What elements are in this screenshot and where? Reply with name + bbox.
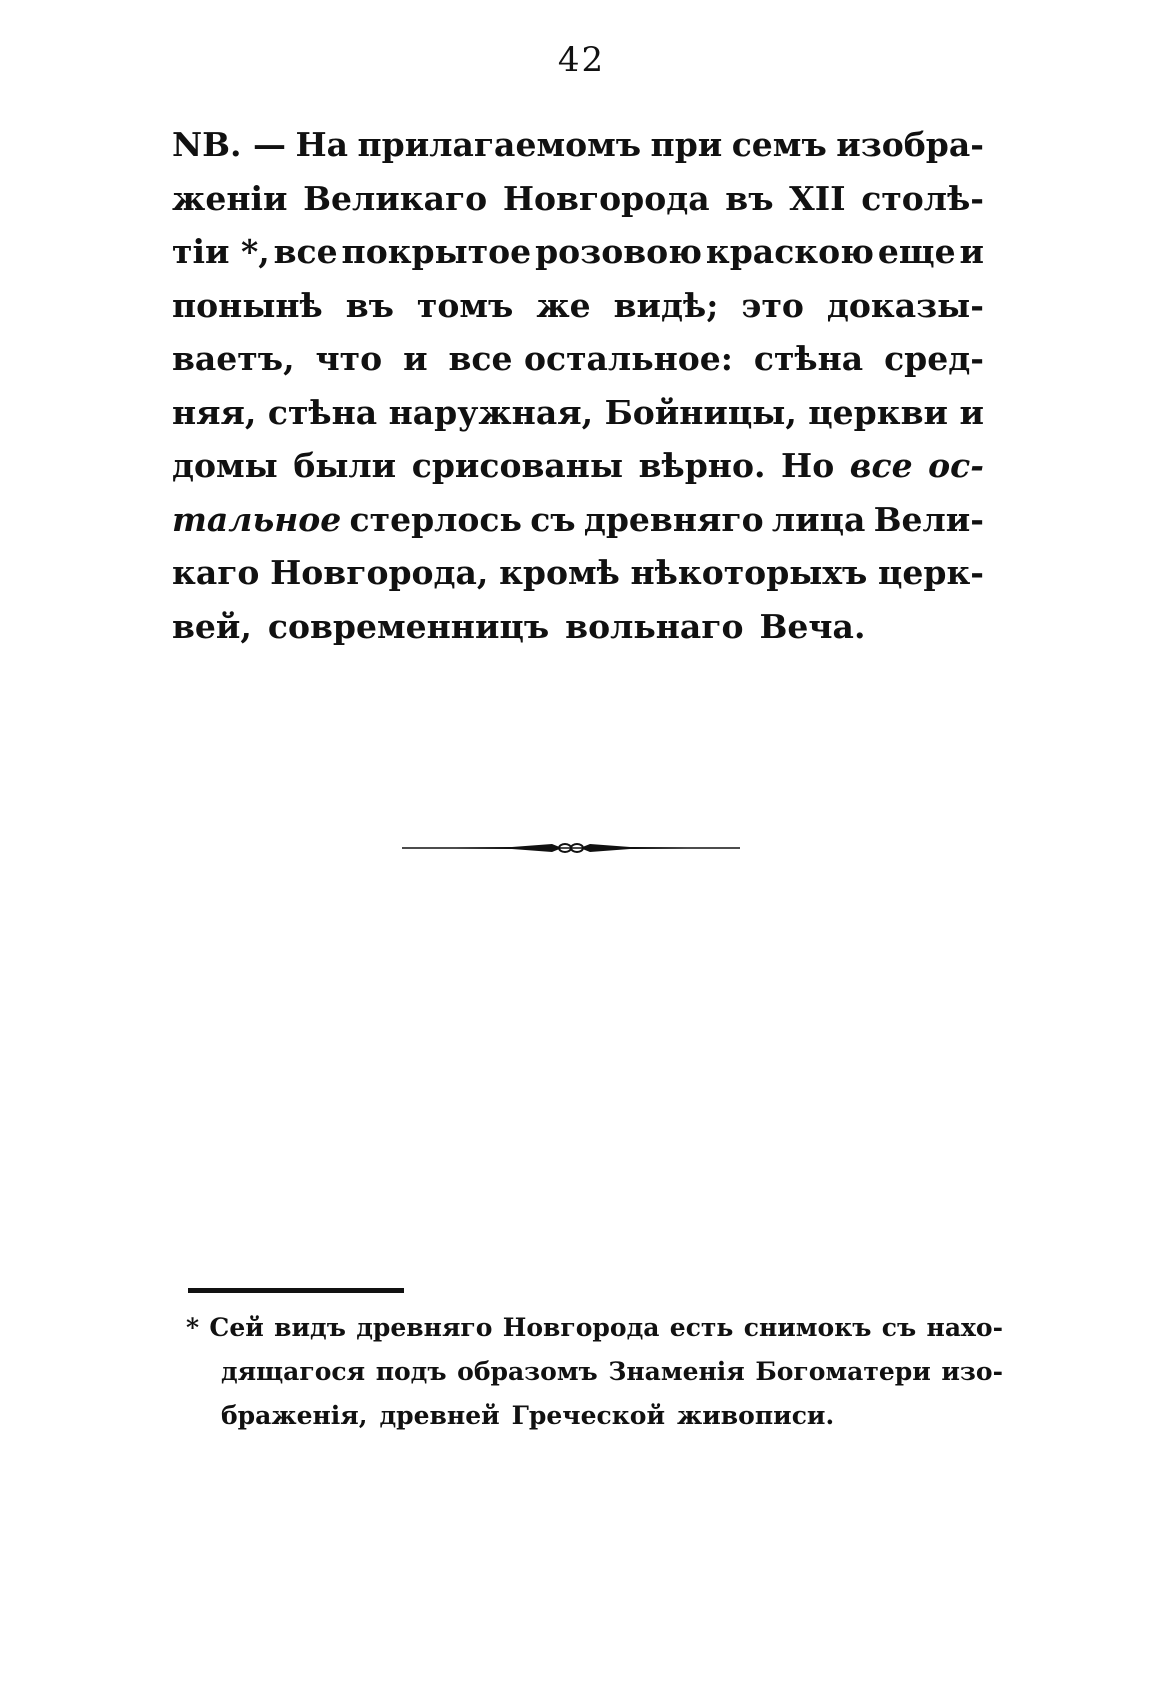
- word: изобра-: [836, 125, 984, 164]
- word: понынѣ: [172, 285, 323, 325]
- word: женіи: [172, 178, 288, 218]
- word: томъ: [416, 285, 514, 325]
- word: семъ: [731, 125, 827, 164]
- word: древняго: [583, 499, 764, 539]
- footnote-line: [186, 1350, 1003, 1394]
- word: доказы-: [826, 285, 984, 325]
- word: видъ: [274, 1313, 346, 1342]
- word: Вели-: [873, 499, 984, 539]
- word: лица: [771, 499, 866, 539]
- word: современницъ: [267, 606, 550, 646]
- word: что: [315, 339, 383, 378]
- word: браженія,: [221, 1401, 368, 1430]
- word: и: [959, 392, 984, 432]
- word: На: [295, 125, 349, 164]
- text-line: [172, 493, 984, 547]
- word: Новгорода,: [270, 553, 489, 592]
- word: древняго: [356, 1313, 493, 1342]
- italic-word: тальное: [172, 499, 342, 539]
- word: были: [293, 446, 397, 485]
- word: нѣкоторыхъ: [630, 553, 868, 592]
- word: церкви: [808, 392, 948, 432]
- word: живописи.: [677, 1401, 835, 1430]
- word: тіи *,: [172, 232, 270, 271]
- italic-word: ос-: [928, 446, 984, 485]
- word: Великаго: [303, 178, 488, 218]
- word: Богоматери: [755, 1357, 931, 1386]
- word: прилагаемомъ: [357, 125, 642, 164]
- word: еще: [877, 232, 956, 271]
- text-line: [172, 439, 984, 493]
- word: и: [403, 339, 428, 378]
- word: няя,: [172, 392, 257, 432]
- word: въ: [345, 285, 394, 325]
- footnote: [186, 1306, 1003, 1438]
- word: столѣ-: [861, 178, 984, 218]
- word: же: [536, 285, 591, 325]
- word: покрытое: [341, 232, 532, 271]
- word: и: [959, 232, 984, 271]
- word: срисованы: [411, 446, 624, 485]
- text-line: [172, 600, 984, 654]
- word: дящагося: [221, 1357, 366, 1386]
- text-line: [172, 172, 984, 226]
- word: Новгорода: [502, 1313, 660, 1342]
- text-line: [172, 118, 984, 172]
- word: ваетъ,: [172, 339, 295, 378]
- word: стѣна: [267, 392, 378, 432]
- text-line: [172, 546, 984, 600]
- word: нахо-: [926, 1313, 1003, 1342]
- word: древней: [379, 1401, 500, 1430]
- word: Бойницы,: [604, 392, 797, 432]
- text-line: [172, 332, 984, 386]
- word: каго: [172, 553, 260, 592]
- footnote-line: [186, 1394, 1003, 1438]
- word: церк-: [878, 553, 984, 592]
- word: Новгорода: [502, 178, 710, 218]
- footnote-marker: *: [186, 1313, 200, 1342]
- word: сред-: [884, 339, 984, 378]
- word: изо-: [941, 1357, 1003, 1386]
- word: снимокъ: [743, 1313, 872, 1342]
- word: образомъ: [457, 1357, 598, 1386]
- word: все остальное:: [448, 339, 733, 378]
- word: подъ: [375, 1357, 447, 1386]
- word: въ: [725, 178, 774, 218]
- main-paragraph: [172, 118, 984, 653]
- word: вей,: [172, 606, 252, 646]
- text-line: [172, 225, 984, 279]
- footnote-separator: [188, 1288, 404, 1293]
- word: съ: [530, 499, 576, 539]
- word: при: [650, 125, 723, 164]
- word: XII: [789, 178, 846, 218]
- word: вѣрно.: [638, 446, 766, 485]
- nb-mark: NB. —: [172, 125, 287, 164]
- word: Веча.: [759, 606, 866, 646]
- page-number: 42: [557, 40, 606, 80]
- word: Сей: [209, 1313, 264, 1342]
- word: Греческой: [511, 1401, 666, 1430]
- word: это: [741, 285, 804, 325]
- word: стерлось: [349, 499, 522, 539]
- word: все: [273, 232, 338, 271]
- word: краскою: [705, 232, 874, 271]
- word: вольнаго: [565, 606, 744, 646]
- word: есть: [669, 1313, 734, 1342]
- word: стѣна: [753, 339, 864, 378]
- footnote-line: [186, 1306, 1003, 1350]
- ornamental-divider: [402, 836, 740, 860]
- word: кромѣ: [499, 553, 620, 592]
- text-line: [172, 386, 984, 440]
- word: домы: [172, 446, 278, 485]
- word: наружная,: [388, 392, 594, 432]
- word: Знаменія: [608, 1357, 745, 1386]
- italic-word: все: [849, 446, 913, 485]
- word: Но: [781, 446, 835, 485]
- word: съ: [881, 1313, 917, 1342]
- word: видѣ;: [613, 285, 719, 325]
- text-line: [172, 279, 984, 333]
- word: розовою: [535, 232, 702, 271]
